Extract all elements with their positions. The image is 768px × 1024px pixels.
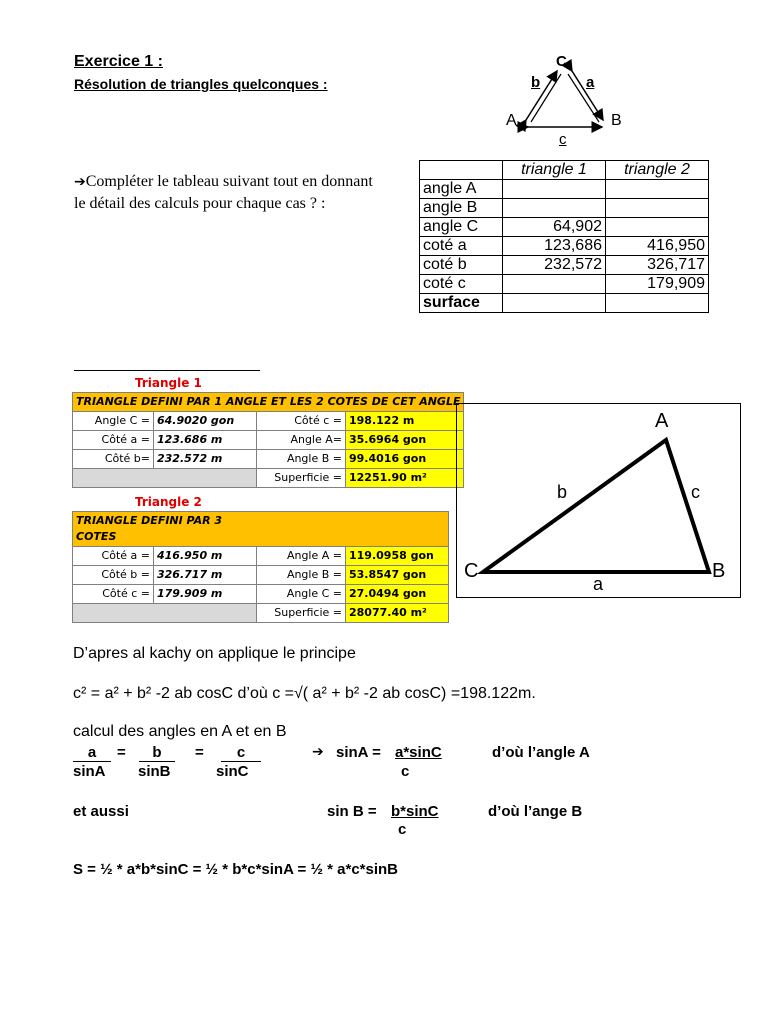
cell-empty <box>73 469 257 488</box>
triangle2-table-title <box>73 512 449 547</box>
sinB-denominator: c <box>398 821 407 838</box>
table-row <box>73 585 449 604</box>
table-row <box>73 431 464 450</box>
table-title-row <box>73 393 464 412</box>
table-cell: 123,686 <box>503 237 606 256</box>
cell-result: 35.6964 gon <box>346 431 464 450</box>
arrow-icon: ➔ <box>74 174 86 190</box>
row-label: angle A <box>420 180 503 199</box>
exercise-subtitle: Résolution de triangles quelconques : <box>74 76 328 92</box>
cell-result: 27.0494 gon <box>346 585 449 604</box>
table-row <box>73 412 464 431</box>
small-side-a: a <box>586 74 595 91</box>
table-row <box>73 604 449 623</box>
triangle1-table-title: TRIANGLE DEFINI PAR 1 ANGLE ET LES 2 COTES DE CET ANGLE <box>73 393 464 412</box>
instruction-paragraph <box>74 171 384 214</box>
angles-heading: calcul des angles en A et en B <box>73 723 287 740</box>
row-label: coté c <box>420 275 503 294</box>
cell-label: Côté b = <box>73 566 154 585</box>
cell-label: Superficie = <box>257 469 346 488</box>
cell-value: 123.686 m <box>154 431 257 450</box>
triangle2-table <box>72 511 449 623</box>
sinA-numerator: a*sinC <box>395 744 442 761</box>
formula-c: c² = a² + b² -2 ab cosC d’où c =√( a² + b² -2 ab cosC) =198.122m. <box>73 685 536 702</box>
cell-value: 326.717 m <box>154 566 257 585</box>
cell-label: Côté c = <box>73 585 154 604</box>
table-row <box>420 275 709 294</box>
row-label: coté a <box>420 237 503 256</box>
cell-label: Angle C = <box>73 412 154 431</box>
table-row <box>73 566 449 585</box>
table-cell <box>503 199 606 218</box>
table-cell <box>606 218 709 237</box>
big-side-a: a <box>593 574 604 594</box>
table-header-cell: triangle 2 <box>606 161 709 180</box>
table-cell <box>420 161 503 180</box>
table-cell: 416,950 <box>606 237 709 256</box>
et-aussi-text: et aussi <box>73 803 129 820</box>
sinB-numerator: b*sinC <box>391 803 439 820</box>
big-vertex-c: C <box>464 560 479 582</box>
row-label: angle B <box>420 199 503 218</box>
sinB-result: d’où l’ange B <box>488 803 583 820</box>
fraction-c-numerator: c <box>221 744 261 762</box>
triangle2-heading: Triangle 2 <box>135 495 202 509</box>
table-row <box>420 199 709 218</box>
row-label: surface <box>420 294 503 313</box>
row-label: angle C <box>420 218 503 237</box>
table-cell: 232,572 <box>503 256 606 275</box>
table-cell <box>503 294 606 313</box>
cell-label: Angle A= <box>257 431 346 450</box>
table-cell <box>606 180 709 199</box>
summary-table <box>419 160 709 313</box>
instruction-text: Compléter le tableau suivant tout en donnant le détail des calculs pour chaque cas ? : <box>74 173 373 212</box>
sinA-denominator: c <box>401 763 410 780</box>
cell-value: 232.572 m <box>154 450 257 469</box>
fraction-b-numerator: b <box>139 744 175 762</box>
table-cell <box>503 180 606 199</box>
table-cell: 326,717 <box>606 256 709 275</box>
table-cell: 179,909 <box>606 275 709 294</box>
table-cell <box>606 294 709 313</box>
surface-formula: S = ½ * a*b*sinC = ½ * b*c*sinA = ½ * a*c*sinB <box>73 861 399 878</box>
table-cell <box>606 199 709 218</box>
fraction-b-denominator: sinB <box>138 763 171 780</box>
arrow-icon: ➔ <box>312 744 324 760</box>
table-header-cell: triangle 1 <box>503 161 606 180</box>
row-label: coté b <box>420 256 503 275</box>
title-line: COTES <box>76 530 117 543</box>
triangle1-heading: Triangle 1 <box>135 376 202 390</box>
table-cell <box>503 275 606 294</box>
table-row <box>420 218 709 237</box>
table-header-row <box>420 161 709 180</box>
table-row <box>73 469 464 488</box>
cell-label: Superficie = <box>257 604 346 623</box>
table-title-row <box>73 512 449 547</box>
table-cell: 64,902 <box>503 218 606 237</box>
cell-label: Angle B = <box>257 566 346 585</box>
sinA-lhs: sinA = <box>336 744 381 761</box>
triangle1-table <box>72 392 464 488</box>
cell-label: Côté c = <box>257 412 346 431</box>
equals-sign: = <box>117 744 126 761</box>
cell-label: Angle B = <box>257 450 346 469</box>
fraction-a-denominator: sinA <box>73 763 106 780</box>
fraction-c-denominator: sinC <box>216 763 249 780</box>
small-vertex-a: A <box>506 112 517 129</box>
cell-result: 53.8547 gon <box>346 566 449 585</box>
cell-result: 119.0958 gon <box>346 547 449 566</box>
table-row <box>420 237 709 256</box>
separator-line <box>74 370 260 371</box>
cell-label: Angle C = <box>257 585 346 604</box>
cell-value: 179.909 m <box>154 585 257 604</box>
cell-value: 64.9020 gon <box>154 412 257 431</box>
small-vertex-b: B <box>611 112 622 129</box>
equals-sign: = <box>195 744 204 761</box>
title-line: TRIANGLE DEFINI PAR 3 <box>76 514 223 527</box>
cell-label: Angle A = <box>257 547 346 566</box>
cell-value: 416.950 m <box>154 547 257 566</box>
cell-result: 99.4016 gon <box>346 450 464 469</box>
cell-label: Côté b= <box>73 450 154 469</box>
cell-result: 198.122 m <box>346 412 464 431</box>
table-row <box>420 180 709 199</box>
big-vertex-b: B <box>712 560 726 582</box>
cell-label: Côté a = <box>73 431 154 450</box>
kashi-text: D’apres al kachy on applique le principe <box>73 645 356 662</box>
table-row <box>420 294 709 313</box>
small-side-c: c <box>559 131 567 148</box>
small-side-b: b <box>531 74 541 91</box>
fraction-a-numerator: a <box>73 744 111 762</box>
exercise-title: Exercice 1 : <box>74 53 163 70</box>
cell-result: 12251.90 m² <box>346 469 464 488</box>
big-side-b: b <box>557 482 568 502</box>
cell-label: Côté a = <box>73 547 154 566</box>
table-row <box>420 256 709 275</box>
sinB-lhs: sin B = <box>327 803 377 820</box>
big-side-c: c <box>691 482 700 502</box>
table-row <box>73 450 464 469</box>
cell-result: 28077.40 m² <box>346 604 449 623</box>
big-vertex-a: A <box>655 410 669 432</box>
cell-empty <box>73 604 257 623</box>
sinA-result: d’où l’angle A <box>492 744 590 761</box>
small-vertex-c: C <box>556 53 567 70</box>
table-row <box>73 547 449 566</box>
